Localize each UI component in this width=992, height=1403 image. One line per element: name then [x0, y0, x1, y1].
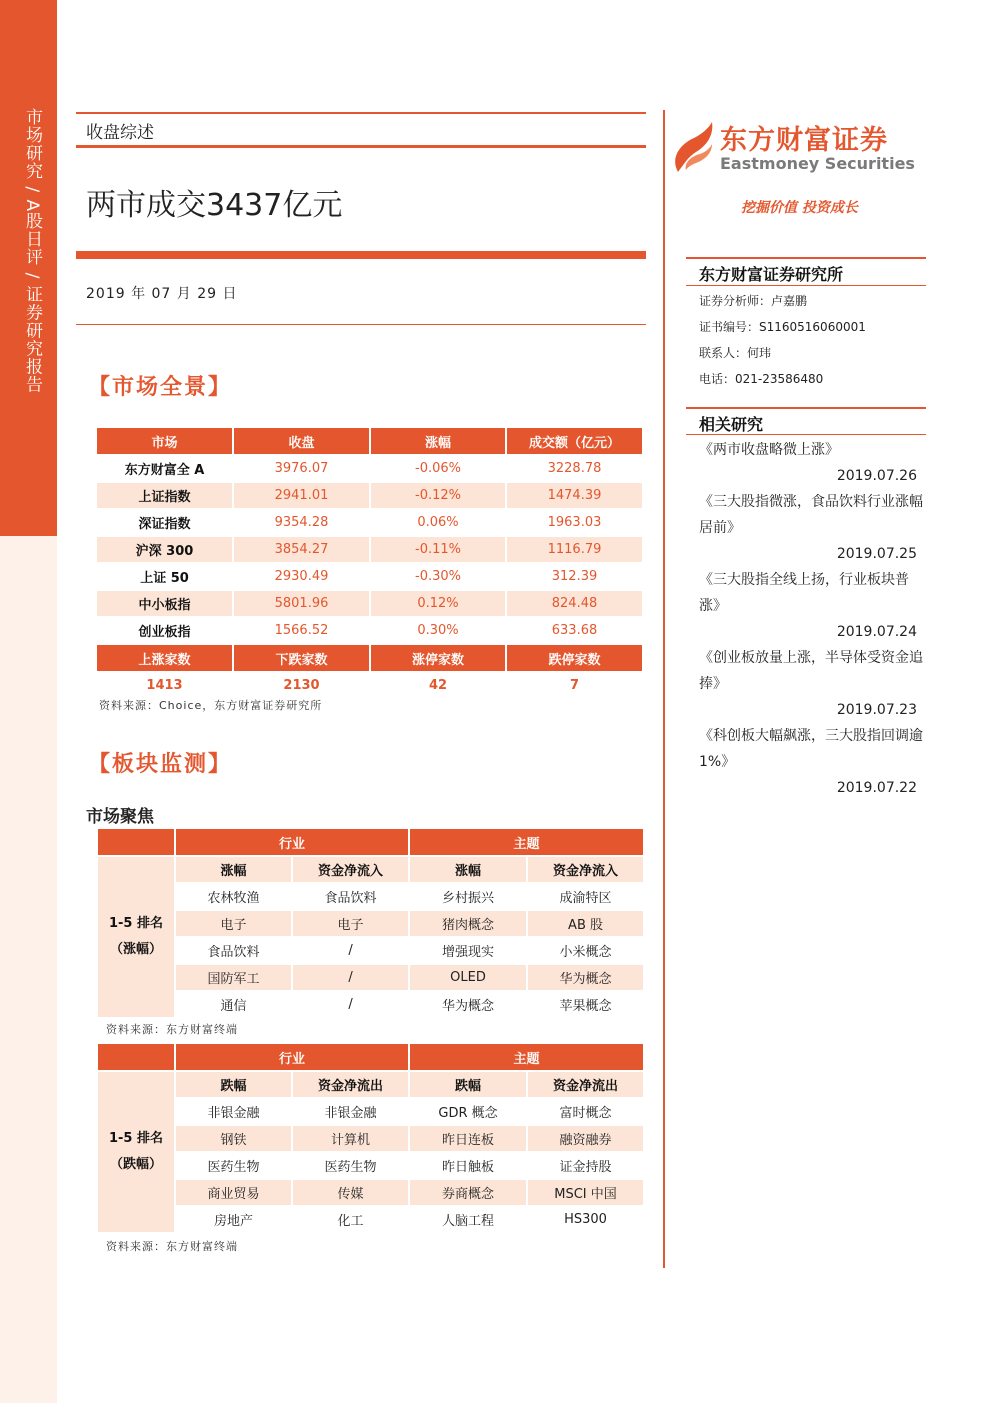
sub-header: 资金净流出	[292, 1071, 409, 1098]
blank-corner	[97, 1043, 175, 1071]
table-row	[97, 910, 644, 937]
table-row	[97, 964, 644, 991]
sector-heading: 【板块监测】	[88, 751, 233, 777]
count-header: 跌停家数	[506, 644, 643, 672]
section-rule	[76, 145, 646, 148]
index-name: 创业板指	[96, 617, 233, 644]
table-row	[96, 563, 643, 590]
turnover-value: 1474.39	[506, 482, 643, 509]
loss-source: 资料来源：东方财富终端	[106, 1240, 238, 1253]
table-cell: 钢铁	[175, 1125, 292, 1152]
sub-header: 跌幅	[175, 1071, 292, 1098]
table-cell: 食品饮料	[292, 883, 409, 910]
sub-header-row	[97, 856, 644, 883]
analyst-name: 证券分析师：卢嘉鹏	[699, 294, 808, 308]
brand-name-cn: 东方财富证券	[720, 125, 888, 156]
sub-header: 资金净流入	[527, 856, 644, 883]
table-cell: 非银金融	[292, 1098, 409, 1125]
turnover-value: 3228.78	[506, 455, 643, 482]
table-cell: 医药生物	[292, 1152, 409, 1179]
table-cell: 昨日触板	[409, 1152, 527, 1179]
index-name: 上证指数	[96, 482, 233, 509]
sub-header: 资金净流出	[527, 1071, 644, 1098]
table-cell: 房地产	[175, 1206, 292, 1233]
sub-header: 资金净流入	[292, 856, 409, 883]
table-cell: 昨日连板	[409, 1125, 527, 1152]
index-name: 沪深 300	[96, 536, 233, 563]
table-cell: 成渝特区	[527, 883, 644, 910]
focus-subheading: 市场聚焦	[86, 807, 154, 827]
sidebar-category: 市场研究 / A股日评 / 证券研究报告	[22, 108, 42, 394]
phone-number: 电话：021-23586480	[699, 372, 824, 386]
institute-rule-top	[686, 257, 926, 259]
table-cell: 计算机	[292, 1125, 409, 1152]
group-header-theme: 主题	[409, 828, 644, 856]
related-rule-top	[686, 407, 926, 409]
column-header: 市场	[96, 427, 233, 455]
close-value: 3976.07	[233, 455, 370, 482]
rank-label-line: （跌幅）	[109, 1157, 162, 1172]
limit-up-count: 42	[370, 672, 506, 699]
index-name: 中小板指	[96, 590, 233, 617]
table-row	[96, 509, 643, 536]
group-header-row	[97, 828, 644, 856]
institute-title: 东方财富证券研究所	[699, 265, 844, 284]
rank-label-line: 1-5 排名	[108, 916, 163, 931]
table-cell: 增强现实	[409, 937, 527, 964]
table-row	[97, 1179, 644, 1206]
table-cell: /	[292, 937, 409, 964]
index-name: 东方财富全 A	[96, 455, 233, 482]
change-value: -0.30%	[370, 563, 506, 590]
group-header-row	[97, 1043, 644, 1071]
report-date: 2019 年 07 月 29 日	[86, 286, 238, 302]
table-row	[97, 1206, 644, 1233]
related-item-title[interactable]: 《三大股指全线上扬，行业板块普涨》	[699, 572, 909, 614]
count-header-row	[96, 644, 643, 672]
title-bar	[76, 251, 646, 259]
column-header: 涨幅	[370, 427, 506, 455]
gain-table	[96, 827, 645, 1019]
institute-rule-bottom	[686, 285, 926, 286]
related-item-title[interactable]: 《两市收盘略微上涨》	[699, 442, 839, 458]
change-value: 0.30%	[370, 617, 506, 644]
rank-label	[97, 856, 175, 1018]
advancers-count: 1413	[96, 672, 233, 699]
date-rule	[76, 324, 646, 325]
sub-header: 跌幅	[409, 1071, 527, 1098]
table-cell: 商业贸易	[175, 1179, 292, 1206]
brand-slogan: 挖掘价值 投资成长	[741, 200, 858, 216]
close-value: 2930.49	[233, 563, 370, 590]
table-cell: 华为概念	[527, 964, 644, 991]
section-label: 收盘综述	[86, 123, 154, 143]
table-cell: 医药生物	[175, 1152, 292, 1179]
table-cell: 非银金融	[175, 1098, 292, 1125]
related-item-title[interactable]: 《三大股指微涨，食品饮料行业涨幅居前》	[699, 494, 923, 536]
count-header: 上涨家数	[96, 644, 233, 672]
change-value: 0.06%	[370, 509, 506, 536]
market-header-row	[96, 427, 643, 455]
certificate-number: 证书编号：S1160516060001	[699, 320, 866, 334]
turnover-value: 312.39	[506, 563, 643, 590]
table-cell: 国防军工	[175, 964, 292, 991]
table-cell: 传媒	[292, 1179, 409, 1206]
table-cell: 人脑工程	[409, 1206, 527, 1233]
limit-down-count: 7	[506, 672, 643, 699]
table-cell: 化工	[292, 1206, 409, 1233]
group-header-industry: 行业	[175, 1043, 409, 1071]
table-cell: 通信	[175, 991, 292, 1018]
table-row	[97, 991, 644, 1018]
table-cell: MSCI 中国	[527, 1179, 644, 1206]
column-divider	[663, 110, 665, 1268]
close-value: 3854.27	[233, 536, 370, 563]
market-heading: 【市场全景】	[88, 374, 233, 400]
related-rule-bottom	[686, 434, 926, 435]
table-cell: /	[292, 964, 409, 991]
table-cell: 富时概念	[527, 1098, 644, 1125]
sub-header: 涨幅	[175, 856, 292, 883]
turnover-value: 1116.79	[506, 536, 643, 563]
table-cell: 电子	[175, 910, 292, 937]
sub-header: 涨幅	[409, 856, 527, 883]
table-cell: 券商概念	[409, 1179, 527, 1206]
table-cell: 证金持股	[527, 1152, 644, 1179]
table-row	[97, 883, 644, 910]
column-header: 成交额（亿元）	[506, 427, 643, 455]
column-header: 收盘	[233, 427, 370, 455]
count-header: 下跌家数	[233, 644, 370, 672]
related-item-title[interactable]: 《创业板放量上涨，半导体受资金追捧》	[699, 650, 923, 692]
flame-logo-icon	[670, 122, 716, 174]
turnover-value: 1963.03	[506, 509, 643, 536]
table-row	[96, 455, 643, 482]
table-cell: 农林牧渔	[175, 883, 292, 910]
table-cell: /	[292, 991, 409, 1018]
index-name: 上证 50	[96, 563, 233, 590]
change-value: -0.06%	[370, 455, 506, 482]
sub-header-row	[97, 1071, 644, 1098]
table-cell: OLED	[409, 964, 527, 991]
related-item-date: 2019.07.22	[836, 780, 917, 796]
table-cell: 电子	[292, 910, 409, 937]
rank-label	[97, 1071, 175, 1233]
change-value: 0.12%	[370, 590, 506, 617]
related-title: 相关研究	[699, 415, 764, 434]
table-cell: 小米概念	[527, 937, 644, 964]
decliners-count: 2130	[233, 672, 370, 699]
top-rule	[76, 112, 646, 114]
gain-source: 资料来源：东方财富终端	[106, 1023, 238, 1036]
rank-label-line: （涨幅）	[109, 942, 162, 957]
sidebar	[0, 0, 57, 1403]
brand-name-en: Eastmoney Securities	[720, 154, 915, 173]
table-cell: 融资融券	[527, 1125, 644, 1152]
table-row	[97, 1098, 644, 1125]
related-item-date: 2019.07.23	[836, 702, 917, 718]
count-header: 涨停家数	[370, 644, 506, 672]
table-cell: 苹果概念	[527, 991, 644, 1018]
table-cell: 乡村振兴	[409, 883, 527, 910]
market-source: 资料来源：Choice，东方财富证券研究所	[99, 699, 323, 712]
related-item-date: 2019.07.25	[836, 546, 917, 562]
table-cell: AB 股	[527, 910, 644, 937]
table-cell: 食品饮料	[175, 937, 292, 964]
index-name: 深证指数	[96, 509, 233, 536]
count-row	[96, 672, 643, 699]
related-item-date: 2019.07.24	[836, 624, 917, 640]
table-cell: HS300	[527, 1206, 644, 1233]
brand-logo	[670, 118, 920, 178]
table-row	[97, 1125, 644, 1152]
loss-table	[96, 1042, 645, 1234]
table-row	[96, 482, 643, 509]
table-cell: GDR 概念	[409, 1098, 527, 1125]
close-value: 5801.96	[233, 590, 370, 617]
contact-person: 联系人：何玮	[699, 346, 772, 360]
table-row	[97, 937, 644, 964]
table-row	[96, 590, 643, 617]
table-row	[96, 617, 643, 644]
group-header-industry: 行业	[175, 828, 409, 856]
market-table	[95, 426, 644, 700]
sidebar-band	[0, 0, 57, 536]
change-value: -0.11%	[370, 536, 506, 563]
related-item-date: 2019.07.26	[836, 468, 917, 484]
table-cell: 华为概念	[409, 991, 527, 1018]
close-value: 9354.28	[233, 509, 370, 536]
table-row	[97, 1152, 644, 1179]
table-row	[96, 536, 643, 563]
group-header-theme: 主题	[409, 1043, 644, 1071]
rank-label-line: 1-5 排名	[108, 1131, 163, 1146]
page-title: 两市成交3437亿元	[86, 188, 343, 223]
close-value: 2941.01	[233, 482, 370, 509]
change-value: -0.12%	[370, 482, 506, 509]
table-cell: 猪肉概念	[409, 910, 527, 937]
blank-corner	[97, 828, 175, 856]
turnover-value: 633.68	[506, 617, 643, 644]
close-value: 1566.52	[233, 617, 370, 644]
related-item-title[interactable]: 《科创板大幅飙涨，三大股指回调逾 1%》	[699, 728, 923, 770]
turnover-value: 824.48	[506, 590, 643, 617]
